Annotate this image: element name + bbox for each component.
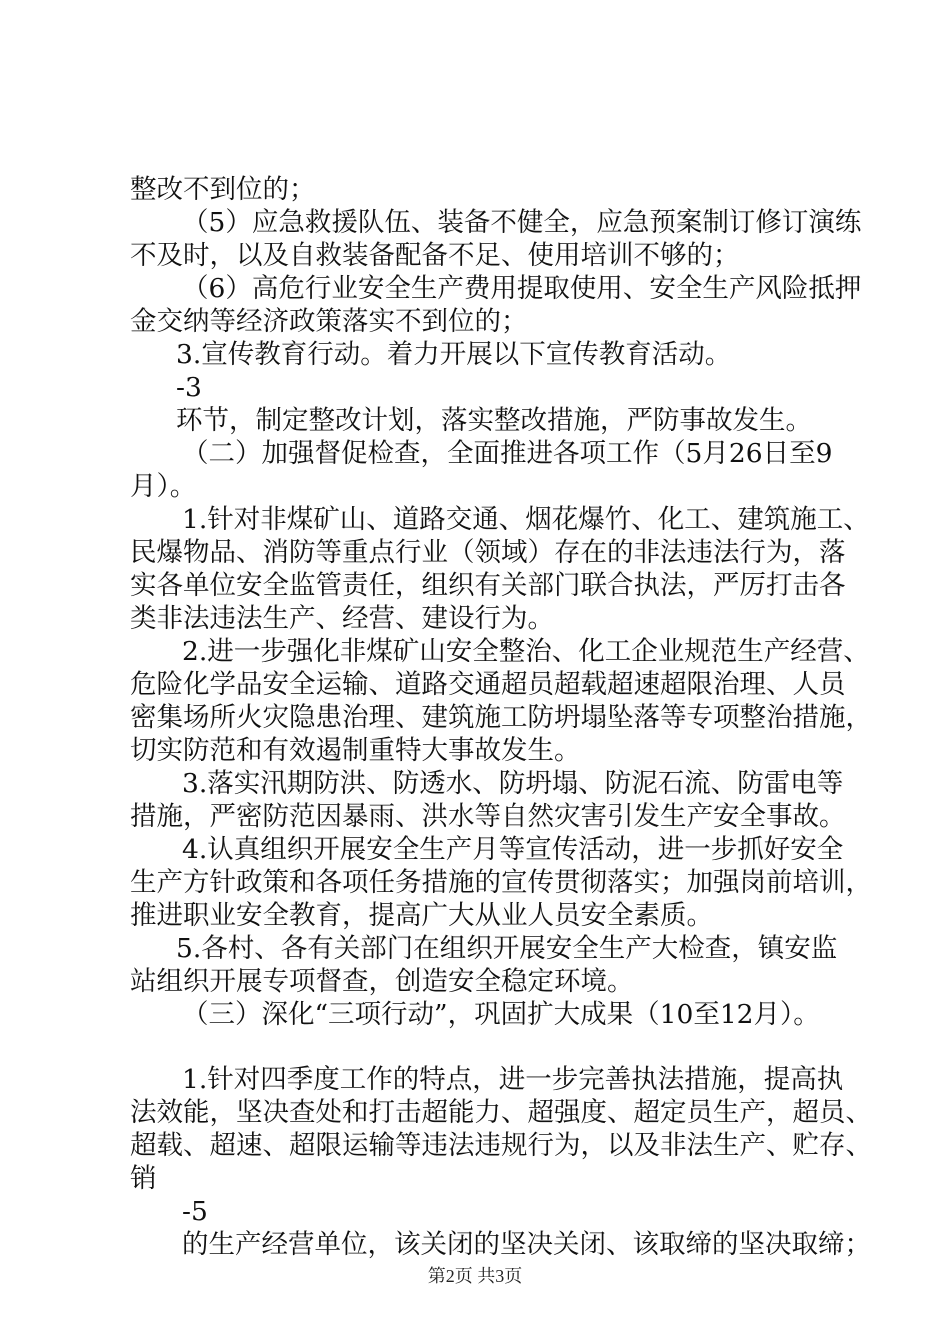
text-line: 的生产经营单位，该关闭的坚决关闭、该取缔的坚决取缔； [182, 1229, 871, 1260]
text-line: 不及时，以及自救装备配备不足、使用培训不够的； [130, 240, 740, 271]
page-marker: -5 [182, 1196, 208, 1227]
text-line: 2.进一步强化非煤矿山安全整治、化工企业规范生产经营、 [182, 636, 870, 667]
text-line: 超载、超速、超限运输等违法违规行为，以及非法生产、贮存、 [130, 1130, 872, 1161]
text-line: 法效能，坚决查处和打击超能力、超强度、超定员生产，超员、 [130, 1097, 872, 1128]
section-heading: （二）加强督促检查，全面推进各项工作（5月26日至9 [182, 438, 833, 469]
text-line: 危险化学品安全运输、道路交通超员超载超速超限治理、人员 [130, 669, 846, 700]
text-line: （5）应急救援队伍、装备不健全，应急预案制订修订演练 [182, 207, 862, 238]
text-line: 切实防范和有效遏制重特大事故发生。 [130, 735, 581, 766]
page-footer: 第2页 共3页 [427, 1266, 523, 1286]
text-line: 类非法违法生产、经营、建设行为。 [130, 603, 554, 634]
text-line: 3.宣传教育行动。着力开展以下宣传教育活动。 [176, 339, 732, 370]
text-line: 环节，制定整改计划，落实整改措施，严防事故发生。 [176, 405, 812, 436]
text-line: 推进职业安全教育，提高广大从业人员安全素质。 [130, 900, 713, 931]
text-line: 销 [130, 1163, 157, 1194]
text-line: 5.各村、各有关部门在组织开展安全生产大检查，镇安监 [176, 933, 838, 964]
text-line: 站组织开展专项督查，创造安全稳定环境。 [130, 966, 634, 997]
section-heading: （三）深化“三项行动”，巩固扩大成果（10至12月）。 [182, 999, 820, 1030]
text-line: 实各单位安全监管责任，组织有关部门联合执法，严厉打击各 [130, 570, 846, 601]
text-line: 措施，严密防范因暴雨、洪水等自然灾害引发生产安全事故。 [130, 801, 846, 832]
section-heading: 月）。 [130, 471, 197, 502]
text-line: （6）高危行业安全生产费用提取使用、安全生产风险抵押 [182, 273, 862, 304]
text-line: 1.针对四季度工作的特点，进一步完善执法措施，提高执 [182, 1064, 844, 1095]
text-line: 民爆物品、消防等重点行业（领域）存在的非法违法行为，落 [130, 537, 846, 568]
text-line: 整改不到位的； [130, 174, 316, 205]
text-line: 3.落实汛期防洪、防透水、防坍塌、防泥石流、防雷电等 [182, 768, 844, 799]
text-line: 密集场所火灾隐患治理、建筑施工防坍塌坠落等专项整治措施， [130, 702, 872, 733]
page-marker: -3 [176, 372, 202, 403]
text-line: 1.针对非煤矿山、道路交通、烟花爆竹、化工、建筑施工、 [182, 504, 870, 535]
text-line: 生产方针政策和各项任务措施的宣传贯彻落实；加强岗前培训， [130, 867, 872, 898]
text-line: 金交纳等经济政策落实不到位的； [130, 306, 528, 337]
text-line: 4.认真组织开展安全生产月等宣传活动，进一步抓好安全 [182, 834, 844, 865]
